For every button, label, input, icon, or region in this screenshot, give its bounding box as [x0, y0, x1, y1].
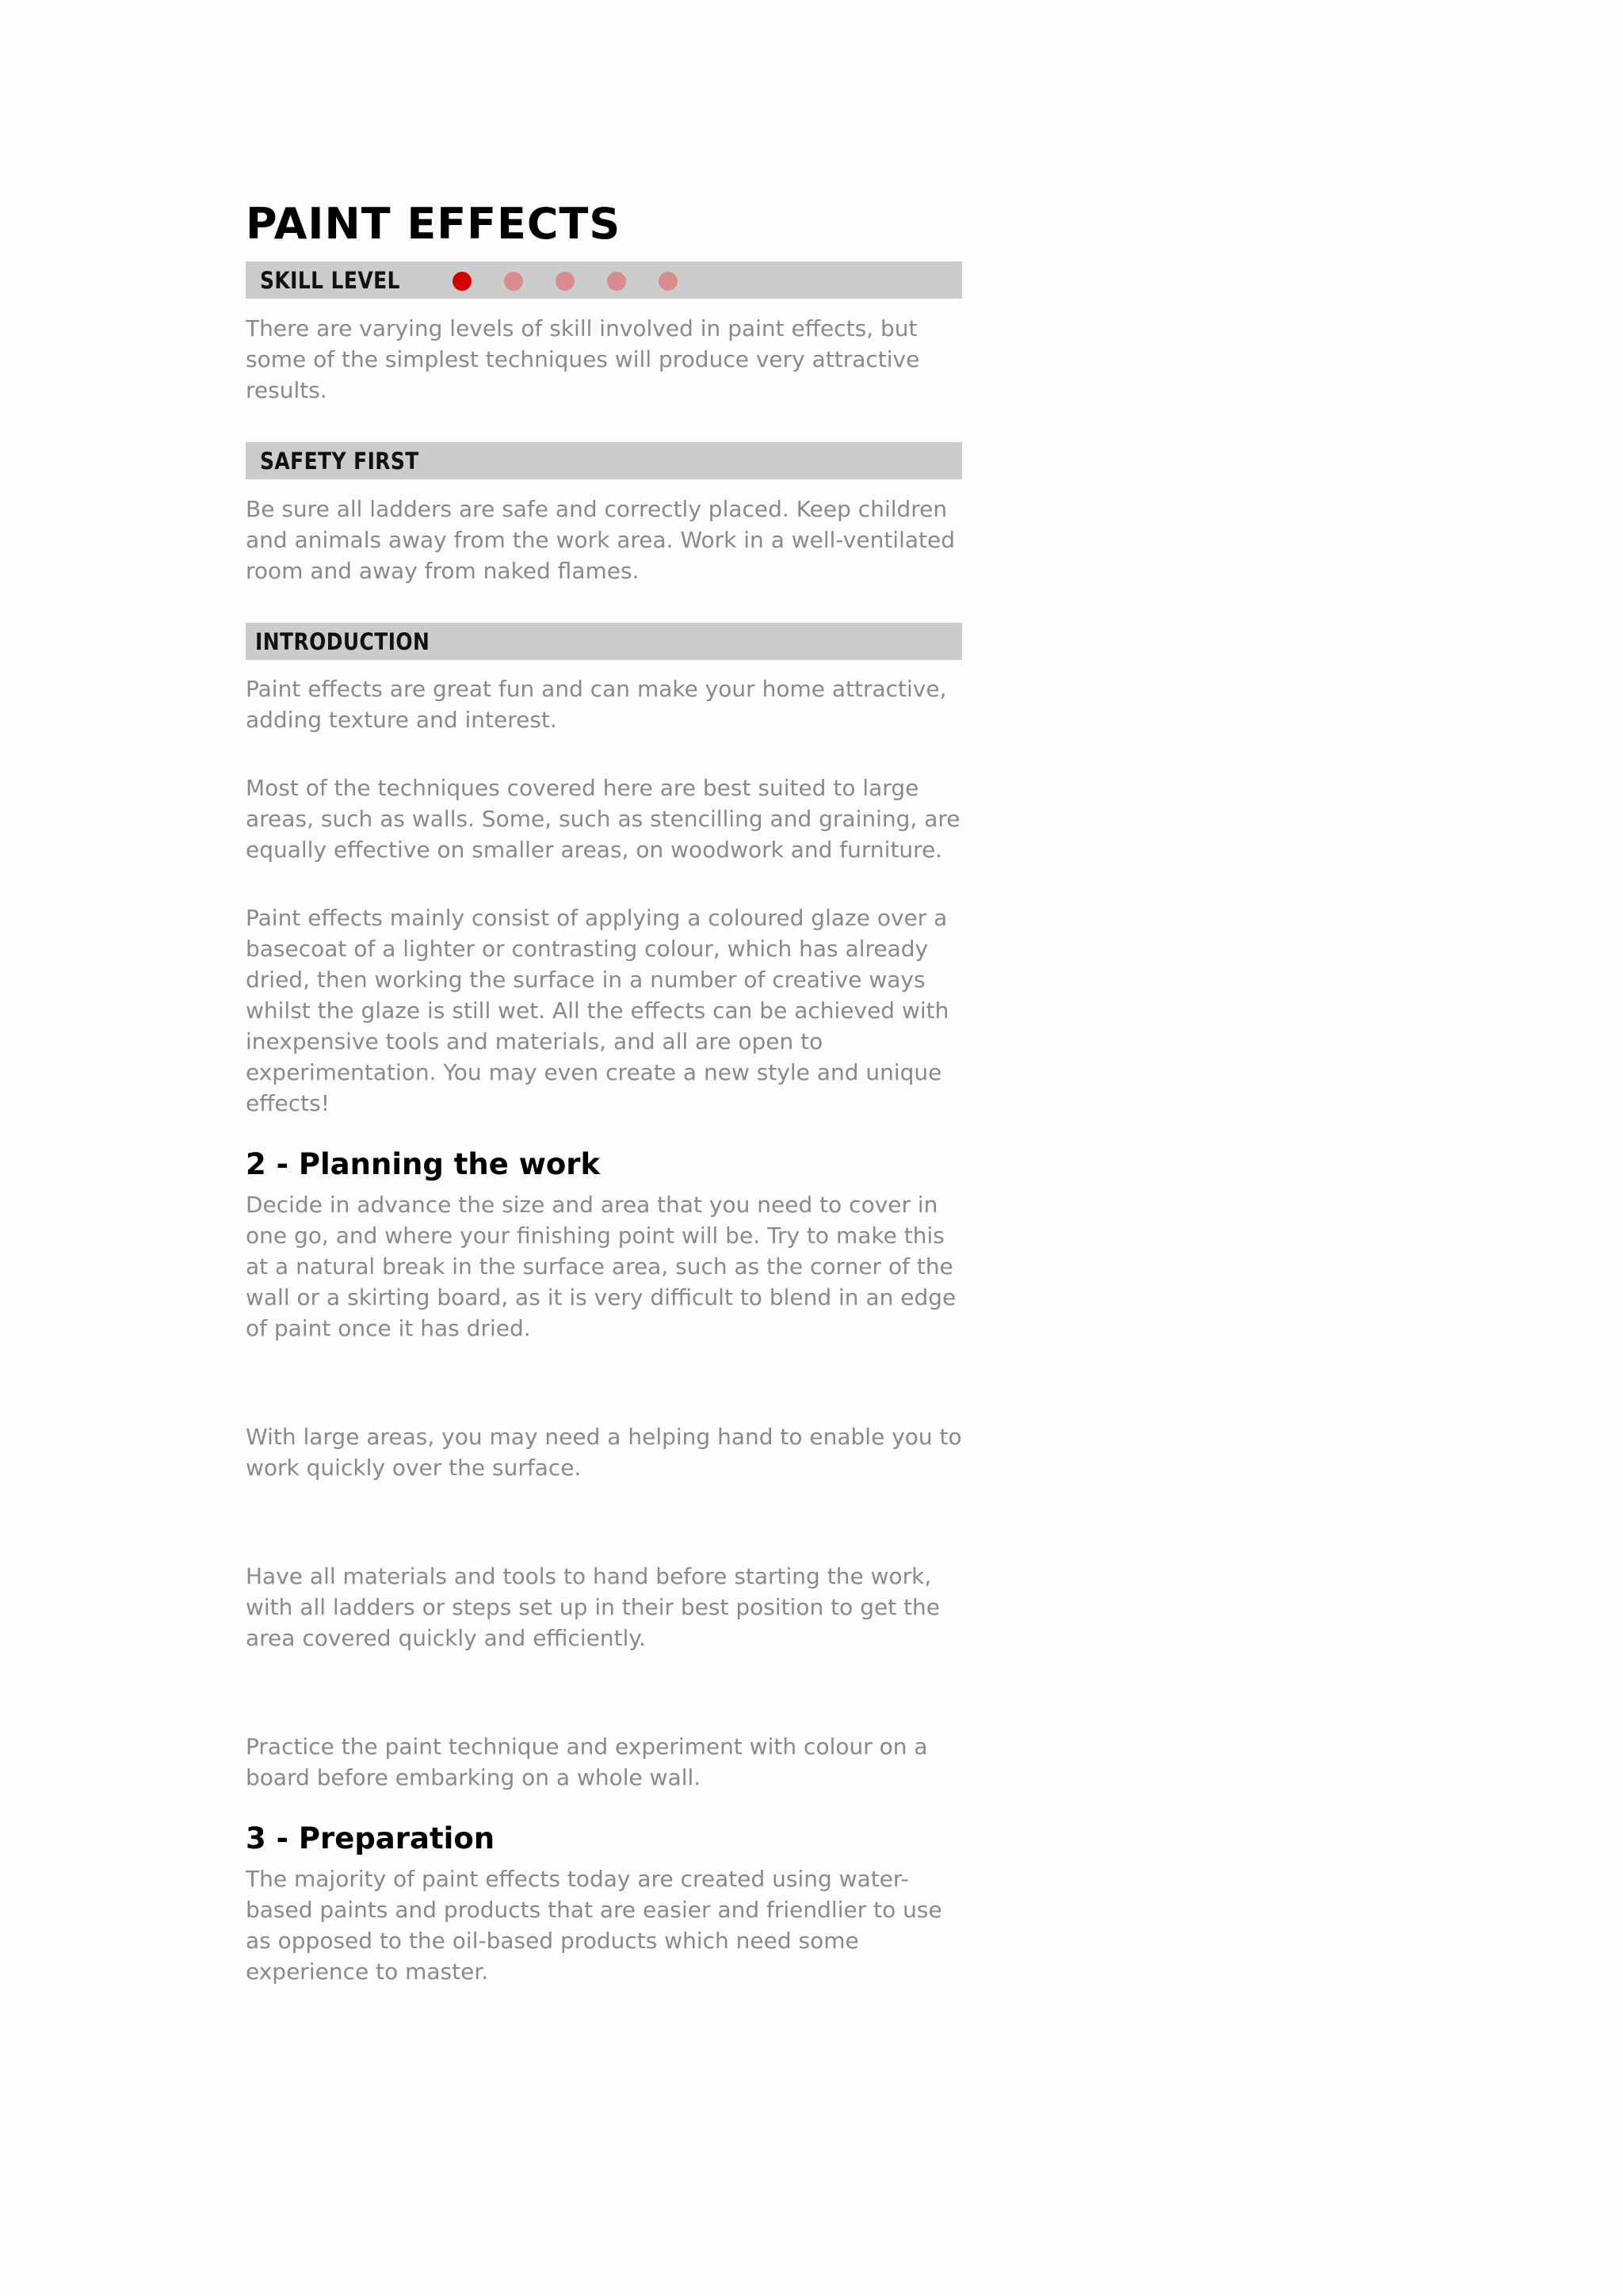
intro-paragraph: Most of the techniques covered here are best suited to large areas, such as walls. Some, such as stencilling and graining, are equally effective on smaller areas, on woodwork and furniture.: [246, 775, 960, 863]
planning-paragraph: Have all materials and tools to hand before starting the work, with all ladders or steps set up in their best position to get the area covered quickly and efficiently.: [246, 1563, 941, 1651]
preparation-heading: 3 - Preparation: [246, 1821, 495, 1855]
safety-first-label: SAFETY FIRST: [260, 448, 419, 475]
planning-heading: 2 - Planning the work: [246, 1147, 601, 1181]
skill-dot-4: [607, 272, 626, 291]
planning-paragraph: Decide in advance the size and area that you need to cover in one go, and where your finishing point will be. Try to make this at a natural break in the surface area, such as the corner of the wall or a skirting board, as it is very difficult to blend in an edge of paint once it has dried.: [246, 1192, 957, 1341]
planning-paragraph: With large areas, you may need a helping hand to enable you to work quickly over the surface.: [246, 1424, 962, 1481]
intro-paragraph: Paint effects mainly consist of applying a coloured glaze over a basecoat of a lighter or contrasting colour, which has already dried, then working the surface in a number of creative ways whilst the glaze is still wet. All the effects can be achieved with inexpensive tools and materials, and all are open to experimentation. You may even create a new style and unique effects!: [246, 905, 949, 1116]
introduction-label: INTRODUCTION: [255, 628, 430, 655]
safety-text: Be sure all ladders are safe and correctly placed. Keep children and animals away from the work area. Work in a well-ventilated room and away from naked flames.: [246, 496, 956, 584]
skill-description: There are varying levels of skill involved in paint effects, but some of the simplest techniques will produce very attractive results.: [246, 315, 920, 403]
page-title: PAINT EFFECTS: [246, 199, 621, 249]
skill-dot-5: [659, 272, 678, 291]
skill-level-band: [246, 261, 962, 299]
introduction-band: [246, 623, 962, 660]
skill-level-label: SKILL LEVEL: [260, 267, 400, 294]
preparation-paragraph: The majority of paint effects today are created using water-based paints and products that are easier and friendlier to use as opposed to the oil-based products which need some experience to master.: [246, 1866, 942, 1985]
document-page: [246, 196, 962, 1987]
skill-dot-2: [504, 272, 523, 291]
planning-paragraph: Practice the paint technique and experiment with colour on a board before embarking on a whole wall.: [246, 1733, 928, 1791]
skill-dot-1: [453, 272, 472, 291]
intro-paragraph: Paint effects are great fun and can make your home attractive, adding texture and interest.: [246, 676, 947, 733]
skill-dot-3: [556, 272, 575, 291]
safety-first-band: [246, 442, 962, 479]
